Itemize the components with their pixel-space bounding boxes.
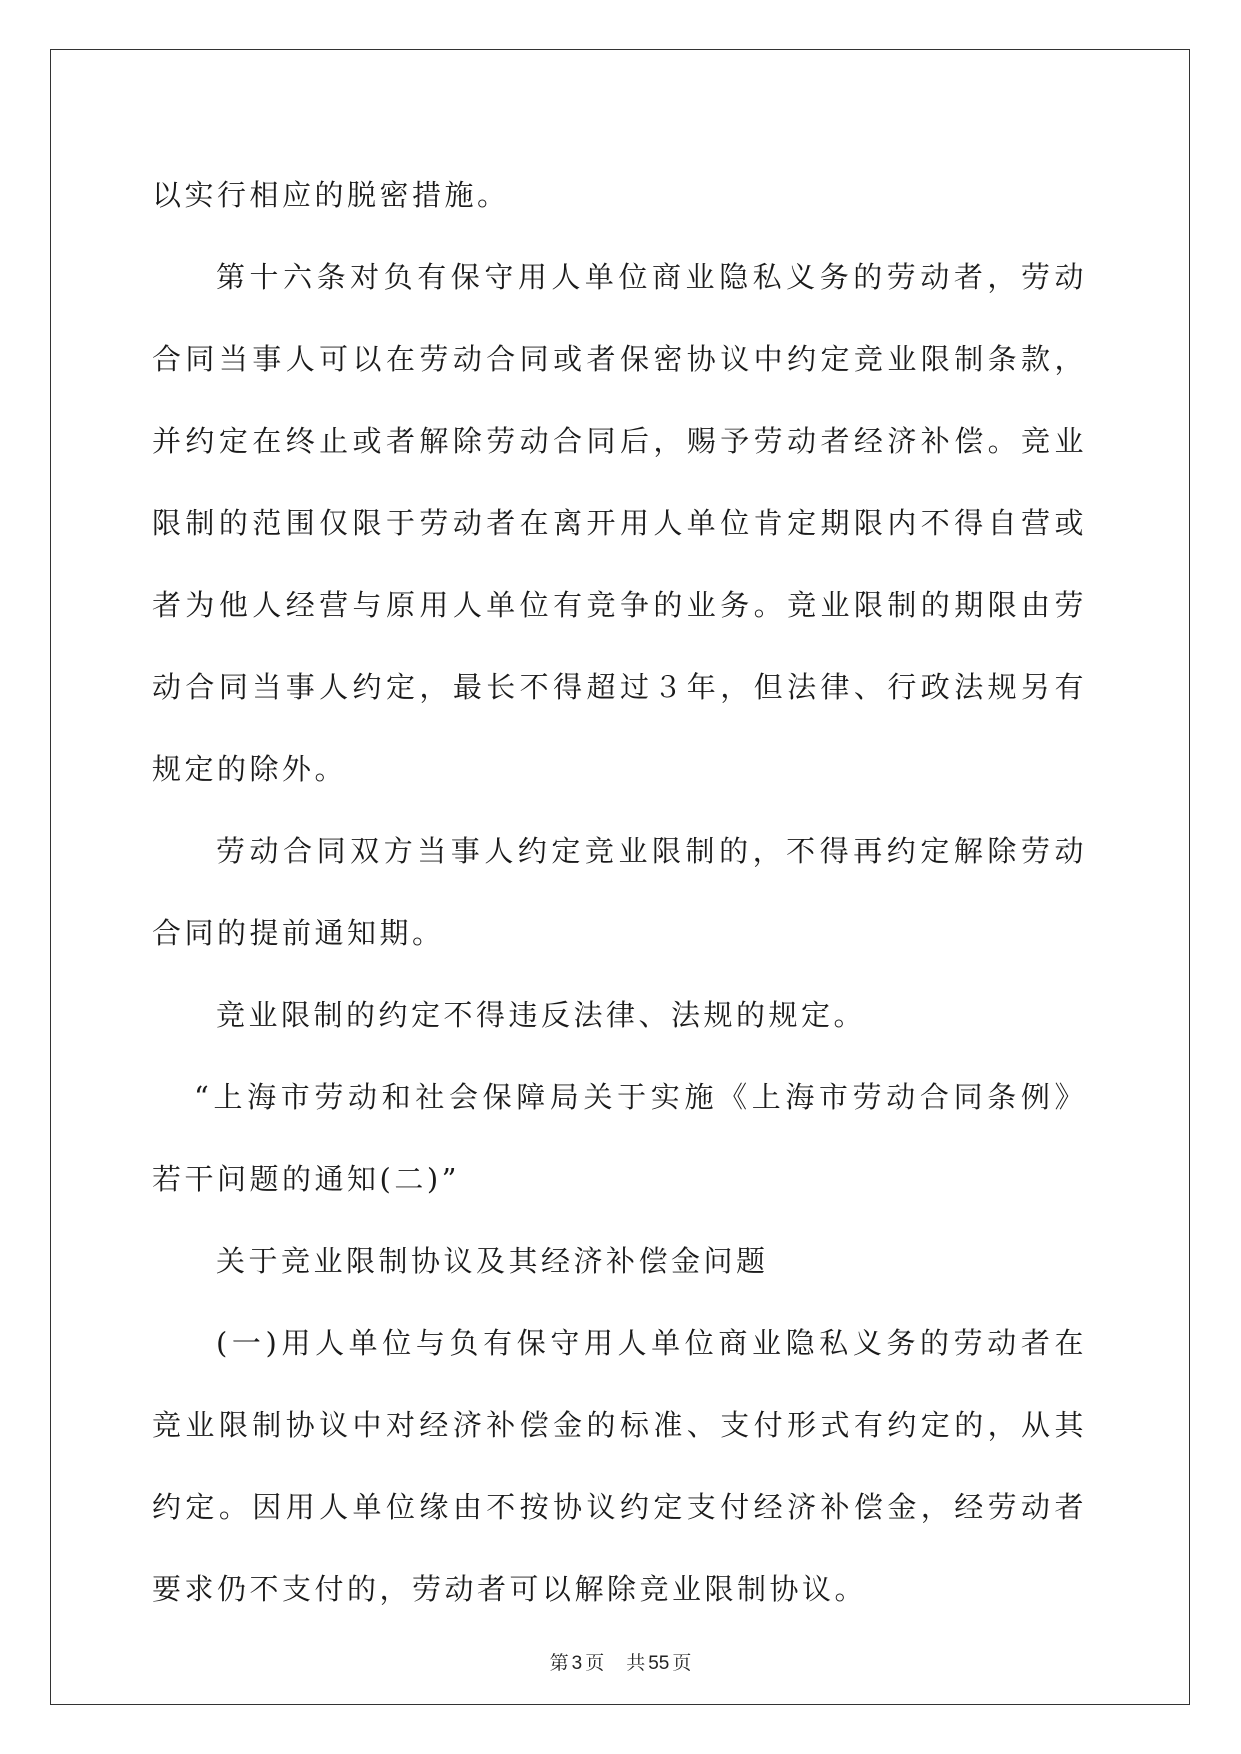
paragraph-1: 以实行相应的脱密措施。 [152,178,510,212]
footer-page-suffix: 页 [585,1652,605,1674]
footer-page-number: 3 [571,1653,583,1674]
document-body [152,154,1087,1630]
paragraph-5: “上海市劳动和社会保障局关于实施《上海市劳动合同条例》若干问题的通知(二)” [152,1080,1087,1196]
footer-total-suffix: 页 [672,1652,692,1674]
paragraph-2: 第十六条对负有保守用人单位商业隐私义务的劳动者，劳动合同当事人可以在劳动合同或者保密协议中约定竞业限制条款，并约定在终止或者解除劳动合同后，赐予劳动者经济补偿。竞业限制的范围仅限于劳动者在离开用人单位肯定期限内不得自营或者为他人经营与原用人单位有竞争的业务。竞业限制的期限由劳动合同当事人约定，最长不得超过３年，但法律、行政法规另有规定的除外。 [152,260,1087,786]
footer-page-prefix: 第 [549,1652,569,1674]
paragraph-4: 竞业限制的约定不得违反法律、法规的规定。 [216,998,867,1032]
paragraph-6: 关于竞业限制协议及其经济补偿金问题 [216,1244,769,1278]
footer-total-prefix: 共 [626,1652,646,1674]
paragraph-3: 劳动合同双方当事人约定竞业限制的，不得再约定解除劳动合同的提前通知期。 [152,834,1087,950]
page-footer [0,1648,1241,1675]
footer-total-pages: 55 [648,1653,670,1674]
paragraph-7: (一)用人单位与负有保守用人单位商业隐私义务的劳动者在竞业限制协议中对经济补偿金的标准、支付形式有约定的，从其约定。因用人单位缘由不按协议约定支付经济补偿金，经劳动者要求仍不支付的，劳动者可以解除竞业限制协议。 [152,1326,1087,1606]
